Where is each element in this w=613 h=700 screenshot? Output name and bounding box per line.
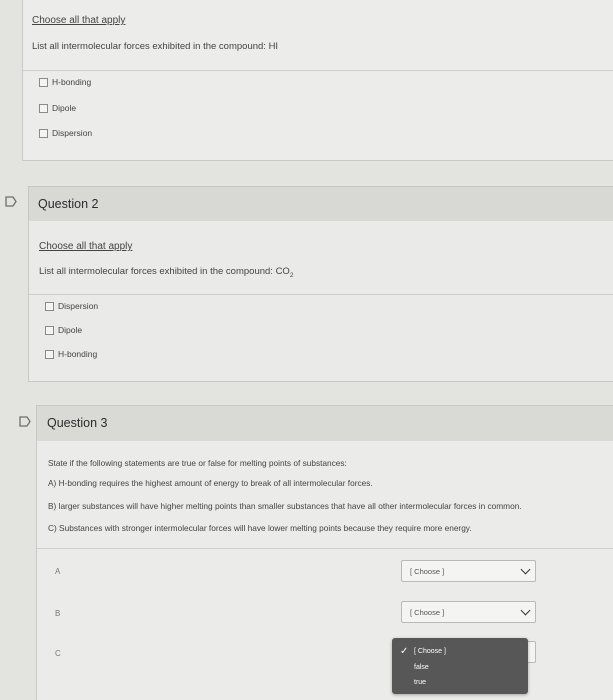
- q3-title: Question 3: [47, 416, 108, 430]
- option-label: Dipole: [52, 103, 77, 113]
- option-label: H-bonding: [58, 349, 98, 359]
- checkbox[interactable]: [45, 302, 54, 311]
- chevron-down-icon: [521, 606, 531, 616]
- q3-divider: [37, 548, 613, 549]
- q2-prompt-subscript: 2: [289, 271, 294, 279]
- dropdown-option-choose[interactable]: [ Choose ]: [414, 648, 446, 655]
- select-value: [ Choose ]: [410, 607, 445, 617]
- checkmark-icon: ✓: [400, 646, 409, 657]
- q2-instruction: Choose all that apply: [39, 241, 133, 252]
- flag-icon[interactable]: [19, 416, 31, 427]
- q1-option-dispersion[interactable]: [39, 128, 92, 138]
- q3-row-b-letter: B: [55, 609, 61, 618]
- q2-option-dipole[interactable]: [45, 325, 82, 335]
- dropdown-option-false[interactable]: false: [414, 664, 429, 671]
- select-value: [ Choose ]: [410, 566, 445, 576]
- chevron-down-icon: [521, 565, 531, 575]
- q2-title: Question 2: [38, 197, 99, 211]
- q3-row-c-letter: C: [55, 649, 61, 658]
- q3-row-c-dropdown-menu: [392, 638, 528, 694]
- question-2-panel: [28, 221, 613, 382]
- checkbox[interactable]: [39, 78, 48, 87]
- q3-row-b-select[interactable]: [401, 601, 536, 623]
- option-label: Dipole: [58, 325, 83, 335]
- q2-option-h-bonding[interactable]: [45, 349, 97, 359]
- checkbox[interactable]: [45, 350, 54, 359]
- option-label: Dispersion: [52, 128, 93, 138]
- question-3-header: [36, 405, 613, 443]
- option-label: H-bonding: [52, 77, 92, 87]
- q2-prompt-text: List all intermolecular forces exhibited in the compound: CO: [39, 266, 290, 277]
- question-3-panel: [36, 441, 613, 700]
- q1-instruction: Choose all that apply: [32, 15, 126, 26]
- q3-row-a-letter: A: [55, 567, 61, 576]
- option-label: Dispersion: [58, 301, 99, 311]
- q3-statement-c: C) Substances with stronger intermolecular forces will have lower melting points because they require more energy.: [48, 523, 472, 533]
- q2-divider: [29, 294, 613, 295]
- q2-prompt: [39, 266, 293, 279]
- checkbox[interactable]: [39, 129, 48, 138]
- q1-option-h-bonding[interactable]: [39, 77, 91, 87]
- question-2-header: [28, 186, 613, 222]
- q3-statement-a: A) H-bonding requires the highest amount of energy to break of all intermolecular forces.: [48, 478, 373, 488]
- q1-prompt: List all intermolecular forces exhibited in the compound: HI: [32, 41, 279, 52]
- flag-icon[interactable]: [5, 196, 17, 207]
- checkbox[interactable]: [39, 104, 48, 113]
- checkbox[interactable]: [45, 326, 54, 335]
- dropdown-option-true[interactable]: true: [414, 679, 427, 686]
- q3-intro: State if the following statements are true or false for melting points of substances:: [48, 458, 347, 468]
- q1-divider: [23, 70, 613, 71]
- q2-option-dispersion[interactable]: [45, 301, 98, 311]
- q1-option-dipole[interactable]: [39, 103, 76, 113]
- question-1-panel: [22, 0, 613, 161]
- q3-statement-b: B) larger substances will have higher melting points than smaller substances that have all other intermolecular forces in common.: [48, 501, 522, 511]
- q3-row-a-select[interactable]: [401, 560, 536, 582]
